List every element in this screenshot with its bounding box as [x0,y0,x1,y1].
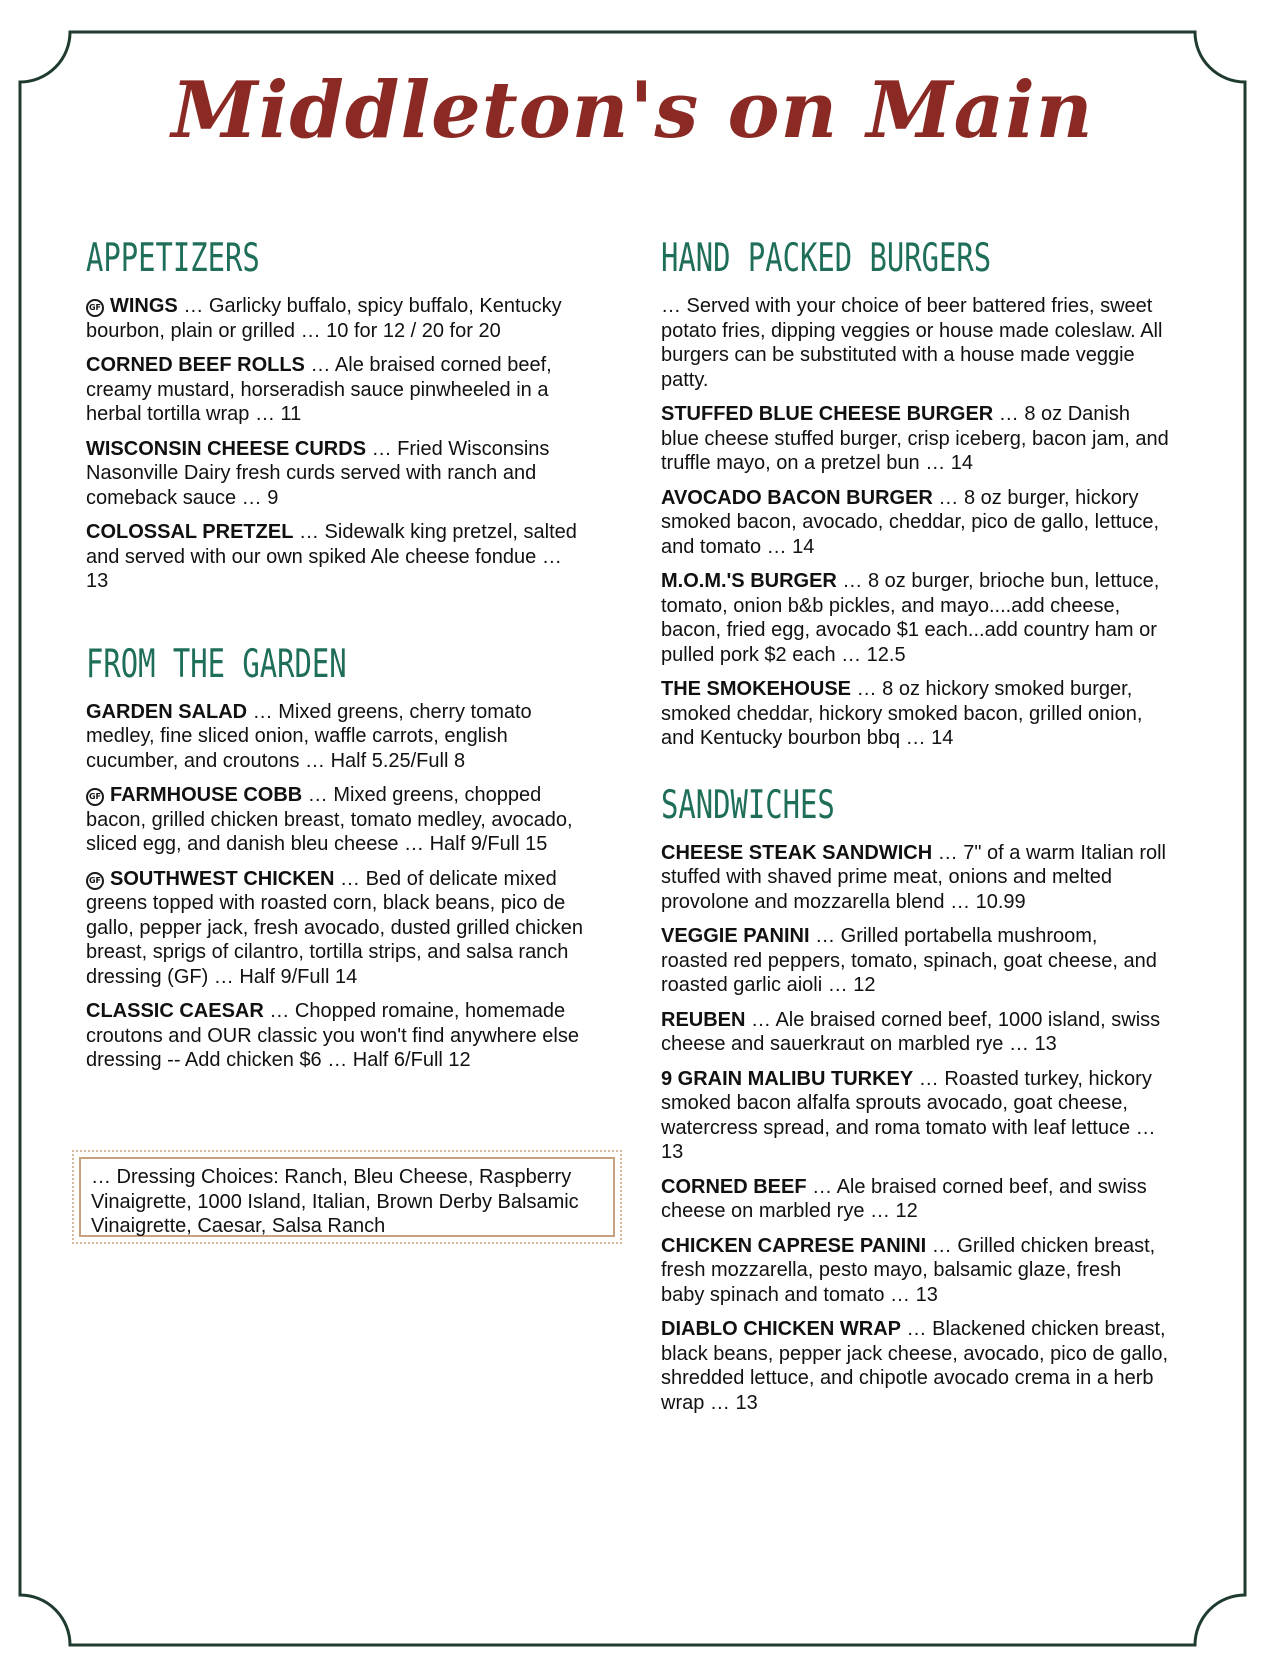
menu-item-name: COLOSSAL PRETZEL [86,521,294,543]
menu-item-description: … 8 oz Danish blue cheese stuffed burger, crisp iceberg, bacon jam, and truffle mayo, on a pretzel bun … 14 [661,403,1169,474]
menu-item-description: … Sidewalk king pretzel, salted and served with our own spiked Ale cheese fondue … 13 [86,521,577,592]
menu-item-description: … Bed of delicate mixed greens topped with roasted corn, black beans, pico de gallo, pepper jack, fresh avocado, dusted grilled chicken breast, sprigs of cilantro, tortilla strips, and salsa ranch dressing (GF) … Half 9/Full 14 [86,867,583,988]
menu-item-description: … 8 oz burger, hickory smoked bacon, avocado, cheddar, pico de gallo, lettuce, and tomato … 14 [661,486,1160,558]
menu-item-name: STUFFED BLUE CHEESE BURGER [661,403,994,425]
burgers-intro: … Served with your choice of beer battered fries, sweet potato fries, dipping veggies or house made coleslaw. All burgers can be substituted with a house made veggie patty. [661,295,1163,391]
menu-item-description: … Mixed greens, cherry tomato medley, fine sliced onion, waffle carrots, english cucumber, and croutons … Half 5.25/Full 8 [86,700,532,772]
menu-item-description: … Ale braised corned beef, and swiss cheese on marbled rye … 12 [661,1175,1147,1222]
menu-item-name: WISCONSIN CHEESE CURDS [86,437,367,460]
menu-item-description: … Chopped romaine, homemade croutons and OUR classic you won't find anywhere else dressing -- Add chicken $6 … Half 6/Full 12 [86,1000,579,1071]
garden-section [86,642,584,1073]
menu-item [661,1067,1169,1165]
burgers-section [661,236,1169,751]
appetizers-list [86,294,584,594]
restaurant-title: Middleton's on Main [171,65,1094,156]
menu-item [661,1234,1169,1308]
menu-item-name: FARMHOUSE COBB [110,784,303,806]
menu-item-name: THE SMOKEHOUSE [661,678,852,700]
burgers-list [661,402,1169,751]
gluten-free-icon: GF [86,299,104,317]
menu-item [661,1175,1169,1224]
appetizers-section [86,236,584,594]
menu-item-name: VEGGIE PANINI [661,925,810,947]
menu-item-description: … 7" of a warm Italian roll stuffed with shaved prime meat, onions and melted provolone and mozzarella blend … 10.99 [661,841,1166,913]
gluten-free-icon: GF [86,788,104,806]
menu-item-name: GARDEN SALAD [86,700,248,723]
menu-item-name: DIABLO CHICKEN WRAP [661,1318,901,1340]
menu-item-description: … Fried Wisconsins Nasonville Dairy fresh curds served with ranch and comeback sauce … 9 [86,437,550,509]
menu-item-description: … Ale braised corned beef, 1000 island, swiss cheese and sauerkraut on marbled rye … 13 [661,1008,1161,1055]
menu-item-name: CHEESE STEAK SANDWICH [661,841,933,864]
burgers-heading: HAND PACKED BURGERS [661,236,992,281]
menu-item [661,402,1169,476]
menu-item [661,924,1169,998]
menu-item-description: … Grilled portabella mushroom, roasted red peppers, tomato, spinach, goat cheese, and roasted garlic aioli … 12 [661,925,1157,996]
menu-item [86,353,584,427]
menu-item-description: … 8 oz hickory smoked burger, smoked cheddar, hickory smoked bacon, grilled onion, and Kentucky bourbon bbq … 14 [661,678,1143,749]
menu-item-description: … Roasted turkey, hickory smoked bacon alfalfa sprouts avocado, goat cheese, watercress spread, and roma tomato with leaf lettuce … 13 [661,1067,1156,1163]
menu-item [661,569,1169,667]
menu-item [86,783,584,857]
sandwiches-section [661,783,1169,1416]
menu-item-description: … 8 oz burger, brioche bun, lettuce, tomato, onion b&b pickles, and mayo....add cheese, bacon, fried egg, avocado $1 each...add country ham or pulled pork $2 each … 12.5 [661,570,1160,666]
menu-item-description: … Blackened chicken breast, black beans, pepper jack cheese, avocado, pico de gallo, shredded lettuce, and chipotle avocado crema in a herb wrap … 13 [661,1318,1169,1414]
menu-item-description: … Mixed greens, chopped bacon, grilled chicken breast, tomato medley, avocado, sliced egg, and danish bleu cheese … Half 9/Full 15 [86,784,573,855]
menu-item-name: 9 GRAIN MALIBU TURKEY [661,1067,914,1090]
dressing-choices-text: … Dressing Choices: Ranch, Bleu Cheese, Raspberry Vinaigrette, 1000 Island, Italian, Brown Derby Balsamic Vinaigrette, Caesar, Salsa Ranch [79,1157,615,1237]
right-column [661,236,1169,1425]
menu-item [661,677,1169,751]
menu-item [86,520,584,594]
garden-list [86,700,584,1073]
sandwiches-list [661,841,1169,1416]
left-column [86,236,584,1083]
menu-item [661,486,1169,560]
menu-item-name: CORNED BEEF ROLLS [86,354,305,376]
gluten-free-icon: GF [86,872,104,890]
menu-item-name: CHICKEN CAPRESE PANINI [661,1234,927,1257]
menu-item-description: … Ale braised corned beef, creamy mustard, horseradish sauce pinwheeled in a herbal tortilla wrap … 11 [86,354,552,425]
menu-item [661,1008,1169,1057]
menu-item-name: REUBEN [661,1008,746,1031]
menu-item-name: CLASSIC CAESAR [86,1000,264,1022]
menu-item-name: WINGS [110,295,178,317]
menu-item-description: … Grilled chicken breast, fresh mozzarella, pesto mayo, balsamic glaze, fresh baby spinach and tomato … 13 [661,1234,1156,1306]
menu-item-name: CORNED BEEF [661,1175,807,1198]
menu-item-name: AVOCADO BACON BURGER [661,486,933,509]
menu-item [86,867,584,990]
menu-item-description: … Garlicky buffalo, spicy buffalo, Kentucky bourbon, plain or grilled … 10 for 12 / 20 for 20 [86,295,562,342]
menu-item [661,841,1169,915]
menu-item [86,700,584,774]
menu-item-name: SOUTHWEST CHICKEN [110,867,335,890]
menu-item [86,437,584,511]
menu-item-name: M.O.M.'S BURGER [661,570,837,592]
appetizers-heading: APPETIZERS [86,236,260,281]
dressing-choices-box [72,1150,622,1244]
sandwiches-heading: SANDWICHES [661,782,835,828]
menu-item [661,1317,1169,1415]
garden-heading: FROM THE GARDEN [86,641,347,687]
menu-item [86,294,584,343]
menu-item [86,999,584,1073]
